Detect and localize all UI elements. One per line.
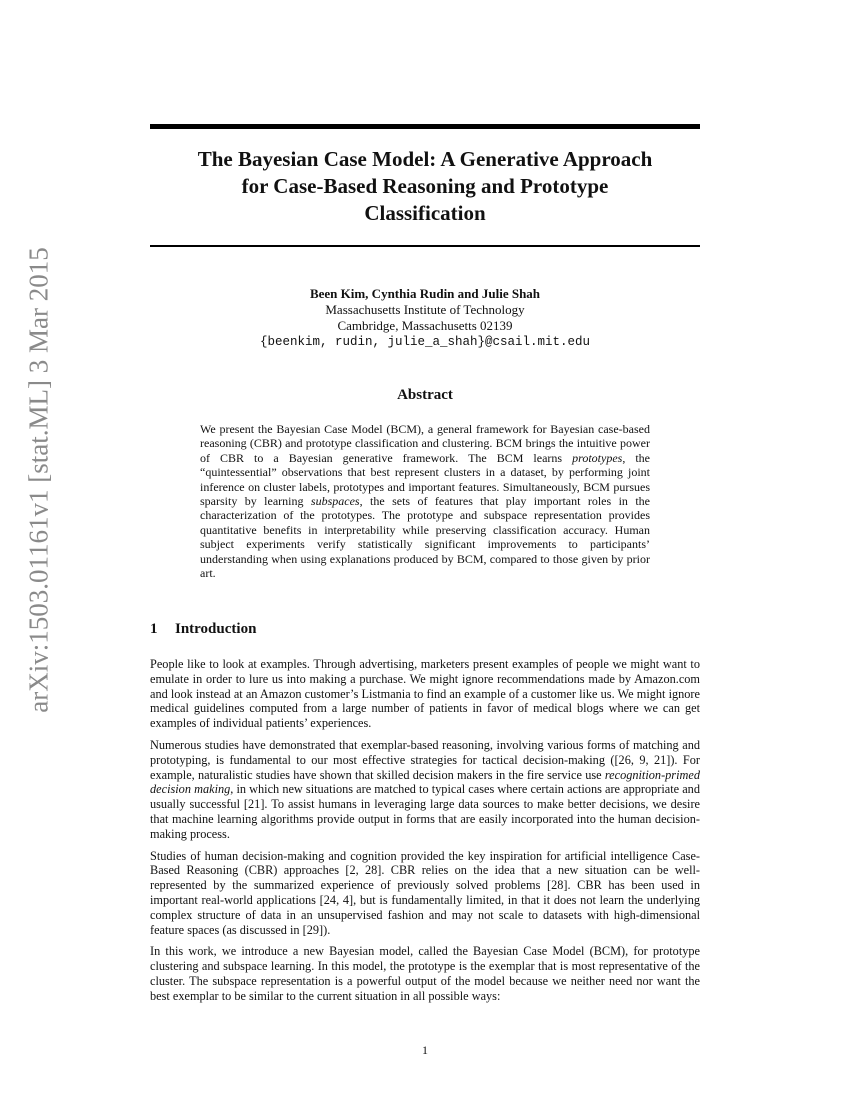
title-top-rule xyxy=(150,124,700,129)
abstract-text-2: , the “quintessential” observations that best represent clusters in a dataset, by performing joint inference on cluster labels, prototypes and important features. Simultaneously, BCM pursues sparsity by learning xyxy=(200,450,650,509)
section-title: Introduction xyxy=(175,621,257,637)
abstract-heading: Abstract xyxy=(397,387,453,403)
abstract-text-3: , the sets of features that play important roles in the characterization of the prototypes. The prototype and subspace representation provides quantitative benefits in interpretability while preserving classification accuracy. Human subject experiments verify statistically significant improvements to participants’ understanding when using explanations produced by BCM, compared to those given by prior art. xyxy=(200,494,651,581)
title-line-3: Classification xyxy=(364,201,486,225)
intro-paragraph-4: In this work, we introduce a new Bayesian model, called the Bayesian Case Model (BCM), for prototype clustering and subspace learning. In this model, the prototype is the exemplar that is most representative of the cluster. The subspace representation is a powerful output of the model because we neither need nor want the best exemplar to be similar to the current situation in all possible ways: xyxy=(150,944,700,1003)
title-line-2: for Case-Based Reasoning and Prototype xyxy=(241,174,609,198)
author-affiliation: Massachusetts Institute of Technology xyxy=(325,302,525,317)
author-names: Been Kim, Cynthia Rudin and Julie Shah xyxy=(309,286,541,301)
title-line-1: The Bayesian Case Model: A Generative Approach xyxy=(197,147,653,171)
paper-title xyxy=(150,146,700,227)
section-heading-introduction xyxy=(150,621,700,638)
intro-p2-emphasis: recognition-primed decision making xyxy=(150,767,700,797)
intro-paragraph-1: People like to look at examples. Through advertising, marketers present examples of people we might want to emulate in order to lure us into making a purchase. We might ignore recommendations made by Amazon.com and look instead at an Amazon customer’s Listmania to find an example of a customer like us. We might ignore medical guidelines computed from a large number of patients in favor of medical blogs where we can get examples of individual patients’ experiences. xyxy=(150,657,700,731)
abstract-text-1: We present the Bayesian Case Model (BCM), a general framework for Bayesian case-based reasoning (CBR) and prototype classification and clustering. BCM brings the intuitive power of CBR to a Bayesian generative framework. The BCM learns xyxy=(200,422,650,465)
section-number: 1 xyxy=(150,621,158,637)
page-number: 1 xyxy=(422,1043,428,1057)
title-bottom-rule xyxy=(150,245,700,247)
abstract-emphasis-subspaces: subspaces xyxy=(310,494,360,509)
abstract-emphasis-prototypes: prototypes xyxy=(572,450,623,465)
author-location: Cambridge, Massachusetts 02139 xyxy=(337,318,513,333)
intro-p2-text-b: , in which new situations are matched to typical cases where certain actions are appropriate and usually successful [21]. To assist humans in leveraging large data sources to make better decisions, we desire that machine learning algorithms provide output in forms that are easily incorporated into the human decision-making process. xyxy=(150,782,700,841)
intro-p2-text-a: Numerous studies have demonstrated that exemplar-based reasoning, involving various forms of matching and prototyping, is fundamental to our most effective strategies for tactical decision-making ([26, 9, 21]). For example, naturalistic studies have shown that skilled decision makers in the fire service use xyxy=(150,737,700,782)
introduction-body xyxy=(150,657,700,1011)
arxiv-identifier-stamp: arXiv:1503.01161v1 [stat.ML] 3 Mar 2015 xyxy=(23,247,54,713)
abstract-body xyxy=(200,422,650,580)
author-block xyxy=(150,286,700,350)
intro-paragraph-3: Studies of human decision-making and cognition provided the key inspiration for artificial intelligence Case-Based Reasoning (CBR) approaches [2, 28]. CBR relies on the idea that a new situation can be well-represented by the summarized experience of previously solved problems [28]. CBR has been used in important real-world applications [24, 4], but is fundamentally limited, in that it does not learn the underlying complex structure of data in an unsupervised fashion and may not scale to datasets with high-dimensional feature spaces (as discussed in [29]). xyxy=(150,848,700,937)
author-email: {beenkim, rudin, julie_a_shah}@csail.mit.edu xyxy=(259,335,591,349)
intro-paragraph-2 xyxy=(150,738,700,842)
